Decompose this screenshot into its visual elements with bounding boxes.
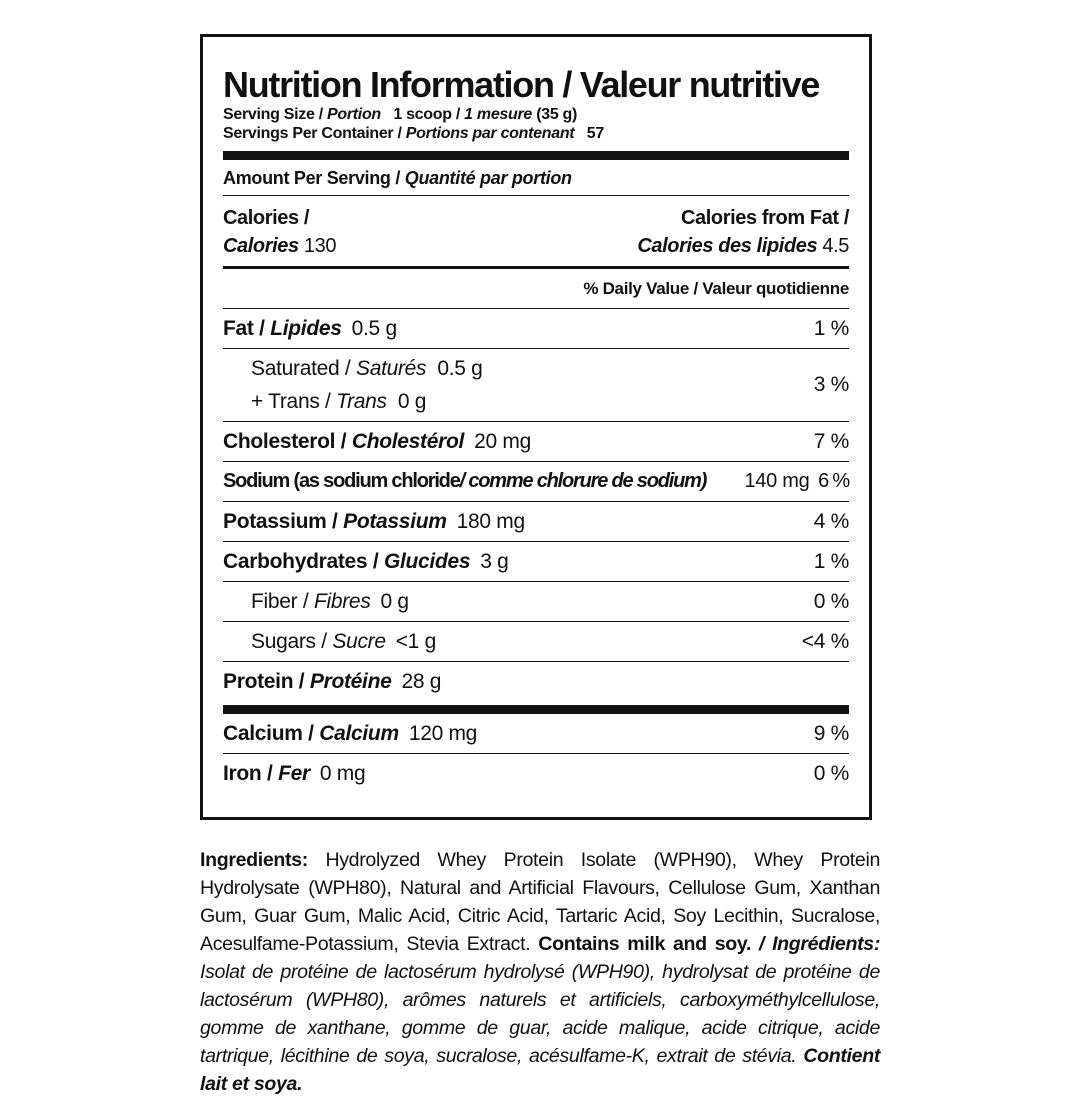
carbohydrates-amount: 3 g	[480, 549, 509, 573]
fat-amount: 0.5 g	[351, 316, 397, 340]
amount-per-serving	[223, 160, 849, 195]
serving-size-value-en: 1 scoop /	[393, 106, 460, 123]
saturated-en: Saturated /	[251, 357, 351, 380]
fat-fr: Lipides	[270, 316, 342, 340]
amount-per-serving-en: Amount Per Serving /	[223, 168, 401, 188]
iron-amount: 0 mg	[319, 761, 366, 785]
nutrition-facts-panel	[200, 34, 872, 820]
trans-en: + Trans /	[251, 390, 331, 413]
iron-en: Iron /	[223, 761, 273, 785]
potassium-amount: 180 mg	[456, 509, 525, 533]
calcium-fr: Calcium	[319, 721, 399, 745]
ingredients-text-en: Hydrolyzed Whey Protein Isolate (WPH90), Whey Protein Hydrolysate (WPH80), Natural and Artificial Flavours, Cellulose Gum, Xanthan Gum, Guar Gum, Malic Acid, Citric Acid, Tartaric Acid, Soy Lecithin, Sucralose, Acesulfame-Potassium, Stevia Extract.	[200, 849, 880, 955]
sodium-amount: 140 mg	[744, 470, 810, 492]
ingredients-text-fr: Isolat de protéine de lactosérum hydrolysé (WPH90), hydrolysat de protéine de lactosérum (WPH80), arômes naturels et artificiels, carboxyméthylcellulose, gomme de xanthane, gomme de guar, acide malique, acide citrique, acide tartrique, lécithine de soya, sucralose, acésulfame-K, extrait de stévia.	[200, 961, 880, 1067]
servings-value: 57	[586, 125, 604, 142]
sugars-fr: Sucre	[332, 629, 386, 653]
panel-title: Nutrition Information / Valeur nutritive	[223, 64, 820, 105]
cholesterol-fr: Cholestérol	[351, 429, 465, 453]
thick-divider	[223, 151, 849, 160]
calcium-amount: 120 mg	[408, 721, 478, 745]
serving-size-grams: (35 g)	[536, 106, 578, 123]
calories-label-en: Calories /	[223, 207, 310, 229]
potassium-en: Potassium /	[223, 509, 338, 533]
cholesterol-daily-value: 7 %	[813, 429, 849, 453]
ingredients-label-fr: / Ingrédients:	[759, 933, 880, 955]
saturated-daily-value: 3 %	[813, 373, 849, 396]
sodium-daily-value: 6 %	[818, 470, 849, 492]
nutrient-row-calcium	[223, 714, 849, 753]
calories-from-fat-block	[637, 204, 849, 260]
trans-amount: 0 g	[397, 390, 427, 413]
carbohydrates-fr: Glucides	[383, 549, 471, 573]
serving-size-value-fr: 1 mesure	[464, 106, 533, 123]
saturated-fr: Saturés	[355, 357, 427, 380]
sugars-daily-value: <4 %	[801, 629, 849, 653]
iron-daily-value: 0 %	[813, 761, 849, 785]
nutrient-row-potassium	[223, 502, 849, 541]
nutrient-row-sodium	[223, 462, 849, 501]
sodium-fr: / comme chlorure de sodium)	[459, 470, 707, 492]
serving-size-label-fr: Portion	[327, 106, 381, 123]
cholesterol-amount: 20 mg	[474, 429, 531, 453]
iron-fr: Fer	[278, 761, 310, 785]
calories-value: 130	[303, 235, 337, 257]
calcium-en: Calcium /	[223, 721, 314, 745]
sodium-en: Sodium (as sodium chloride	[223, 470, 460, 492]
nutrient-row-carbohydrates	[223, 542, 849, 581]
nutrient-row-saturated-trans	[223, 349, 849, 421]
serving-size-label-en: Serving Size /	[223, 106, 323, 123]
protein-amount: 28 g	[401, 669, 442, 693]
calories-block	[223, 204, 336, 260]
contains-statement-fr: Contient lait et soya.	[200, 1045, 880, 1095]
daily-value-header: % Daily Value / Valeur quotidienne	[583, 279, 849, 298]
ingredients-label-en: Ingredients:	[200, 849, 308, 871]
sugars-amount: <1 g	[395, 629, 436, 653]
potassium-daily-value: 4 %	[813, 509, 849, 533]
nutrient-row-iron	[223, 754, 849, 793]
calories-from-fat-label-en: Calories from Fat /	[681, 207, 849, 229]
servings-per-container	[223, 124, 849, 143]
cholesterol-en: Cholesterol /	[223, 429, 347, 453]
carbohydrates-daily-value: 1 %	[813, 549, 849, 573]
calories-row	[223, 196, 849, 266]
nutrient-row-fat	[223, 309, 849, 348]
nutrient-row-cholesterol	[223, 422, 849, 461]
calories-from-fat-label-fr: Calories des lipides	[637, 235, 818, 257]
servings-label-en: Servings Per Container /	[223, 125, 402, 142]
thick-divider	[223, 705, 849, 714]
nutrient-row-fiber	[223, 582, 849, 621]
nutrient-row-protein	[223, 662, 849, 701]
ingredients-paragraph	[200, 846, 880, 1098]
contains-statement-en: Contains milk and soy.	[538, 933, 752, 955]
serving-size	[223, 105, 849, 124]
fiber-en: Fiber /	[251, 589, 309, 613]
saturated-amount: 0.5 g	[437, 357, 483, 380]
nutrient-row-sugars	[223, 622, 849, 661]
sugars-en: Sugars /	[251, 629, 327, 653]
potassium-fr: Potassium	[343, 509, 447, 533]
protein-en: Protein /	[223, 669, 305, 693]
fat-en: Fat /	[223, 316, 265, 340]
calories-label-fr: Calories	[223, 235, 299, 257]
amount-per-serving-fr: Quantité par portion	[404, 168, 572, 188]
trans-fr: Trans	[336, 390, 387, 413]
calories-from-fat-value: 4.5	[822, 235, 849, 257]
protein-fr: Protéine	[309, 669, 392, 693]
fat-daily-value: 1 %	[813, 316, 849, 340]
fiber-amount: 0 g	[380, 589, 409, 613]
servings-label-fr: Portions par contenant	[405, 125, 575, 142]
fiber-daily-value: 0 %	[813, 589, 849, 613]
fiber-fr: Fibres	[313, 589, 371, 613]
carbohydrates-en: Carbohydrates /	[223, 549, 379, 573]
calcium-daily-value: 9 %	[813, 721, 849, 745]
